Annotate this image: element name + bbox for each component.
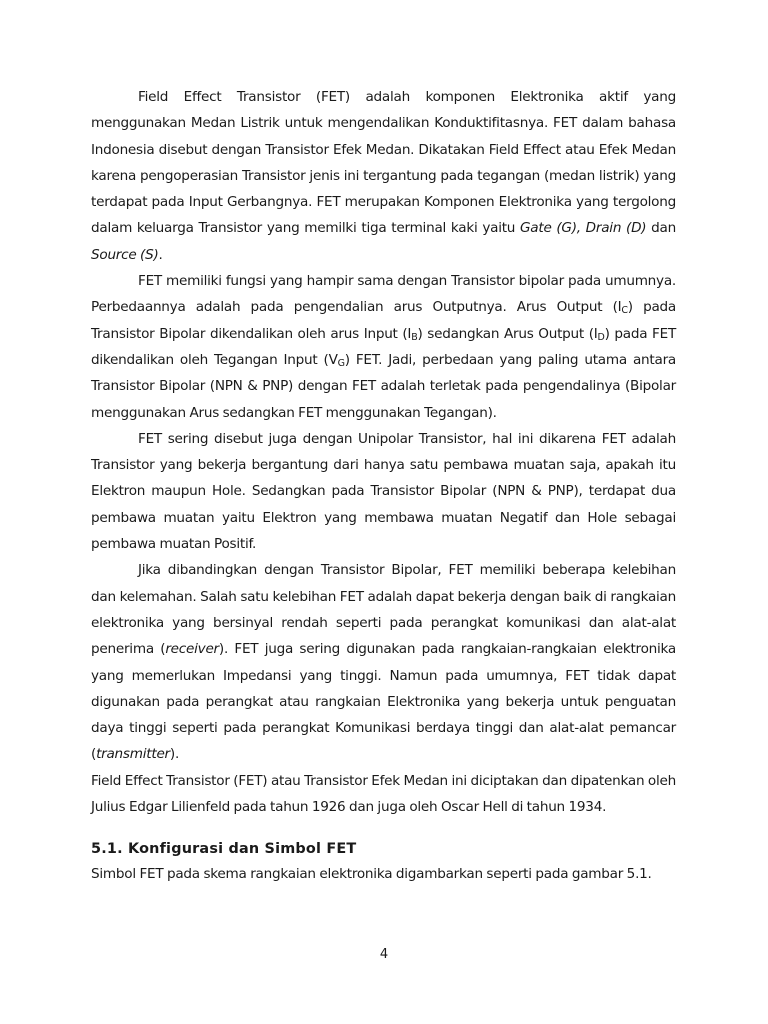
paragraph-text: Field Effect Transistor (FET) adalah komponen Elektronika aktif yang menggunakan Medan Listrik untuk mengendalikan Konduktifitasnya. FET dalam bahasa Indonesia disebut dengan Transistor Efek Medan. Dikatakan Field Effect atau Efek Medan karena pengoperasian Transistor jenis ini tergantung pada tegangan (medan listrik) yang terdapat pada Input Gerbangnya. FET merupakan Komponen Elektronika yang tergolong dalam keluarga Transistor yang memilki tiga terminal kaki yaitu [91, 89, 676, 237]
subscript-b: B [411, 331, 418, 343]
paragraph-text: ) sedangkan Arus Output (I [417, 325, 598, 342]
transmitter-term: transmitter [96, 746, 170, 763]
paragraph-fet-definition [91, 84, 676, 268]
paragraph-text: . [158, 246, 163, 263]
paragraph-text: ) FET. Jadi, perbedaan yang paling utama antara Transistor Bipolar (NPN & PNP) dengan FET adalah terletak pada pengendalinya (Bipolar menggunakan Arus sedangkan FET menggunakan Tegangan). [91, 351, 676, 421]
paragraph-text: ). FET juga sering digunakan pada rangkaian-rangkaian elektronika yang memerlukan Impedansi yang tinggi. Namun pada umumnya, FET tidak dapat digunakan pada perangkat atau rangkaian Elektronika yang bekerja untuk penguatan daya tinggi seperti pada perangkat Komunikasi berdaya tinggi dan alat-alat pemancar ( [91, 641, 676, 763]
receiver-term: receiver [165, 641, 219, 658]
terminal-terms: Gate (G), Drain (D) [520, 220, 647, 237]
page-number: 4 [379, 947, 389, 962]
paragraph-text: FET memiliki fungsi yang hampir sama dengan Transistor bipolar pada umumnya. Perbedaannya adalah pada pengendalian arus Outputnya. Arus Output (I [91, 273, 676, 316]
document-page [91, 84, 676, 888]
source-term: Source (S) [91, 246, 159, 263]
subscript-g: G [337, 357, 345, 369]
paragraph-text: ) pada FET dikendalikan oleh Tegangan Input (V [91, 325, 676, 368]
subscript-d: D [597, 331, 605, 343]
paragraph-unipolar: FET sering disebut juga dengan Unipolar Transistor, hal ini dikarena FET adalah Transistor yang bekerja bergantung dari hanya satu pembawa muatan saja, apakah itu Elektron maupun Hole. Sedangkan pada Transistor Bipolar (NPN & PNP), terdapat dua pembawa muatan yaitu Elektron yang membawa muatan Negatif dan Hole sebagai pembawa muatan Positif. [91, 430, 676, 553]
paragraph-text: ) pada Transistor Bipolar dikendalikan oleh arus Input (I [91, 299, 676, 342]
paragraph-text: Jika dibandingkan dengan Transistor Bipolar, FET memiliki beberapa kelebihan dan kelemahan. Salah satu kelebihan FET adalah dapat bekerja dengan baik di rangkaian elektronika yang bersinyal rendah seperti pada perangkat komunikasi dan alat-alat penerima ( [91, 562, 676, 658]
paragraph-text: ). [169, 746, 180, 763]
paragraph-text: dan [646, 220, 676, 237]
paragraph-advantages [91, 557, 676, 767]
section-heading: 5.1. Konfigurasi dan Simbol FET [91, 841, 357, 858]
subscript-c: C [621, 305, 628, 317]
section-paragraph: Simbol FET pada skema rangkaian elektronika digambarkan seperti pada gambar 5.1. [91, 866, 652, 883]
paragraph-fet-function [91, 268, 676, 426]
paragraph-history: Field Effect Transistor (FET) atau Transistor Efek Medan ini diciptakan dan dipatenkan oleh Julius Edgar Lilienfeld pada tahun 1926 dan juga oleh Oscar Hell di tahun 1934. [91, 772, 676, 816]
